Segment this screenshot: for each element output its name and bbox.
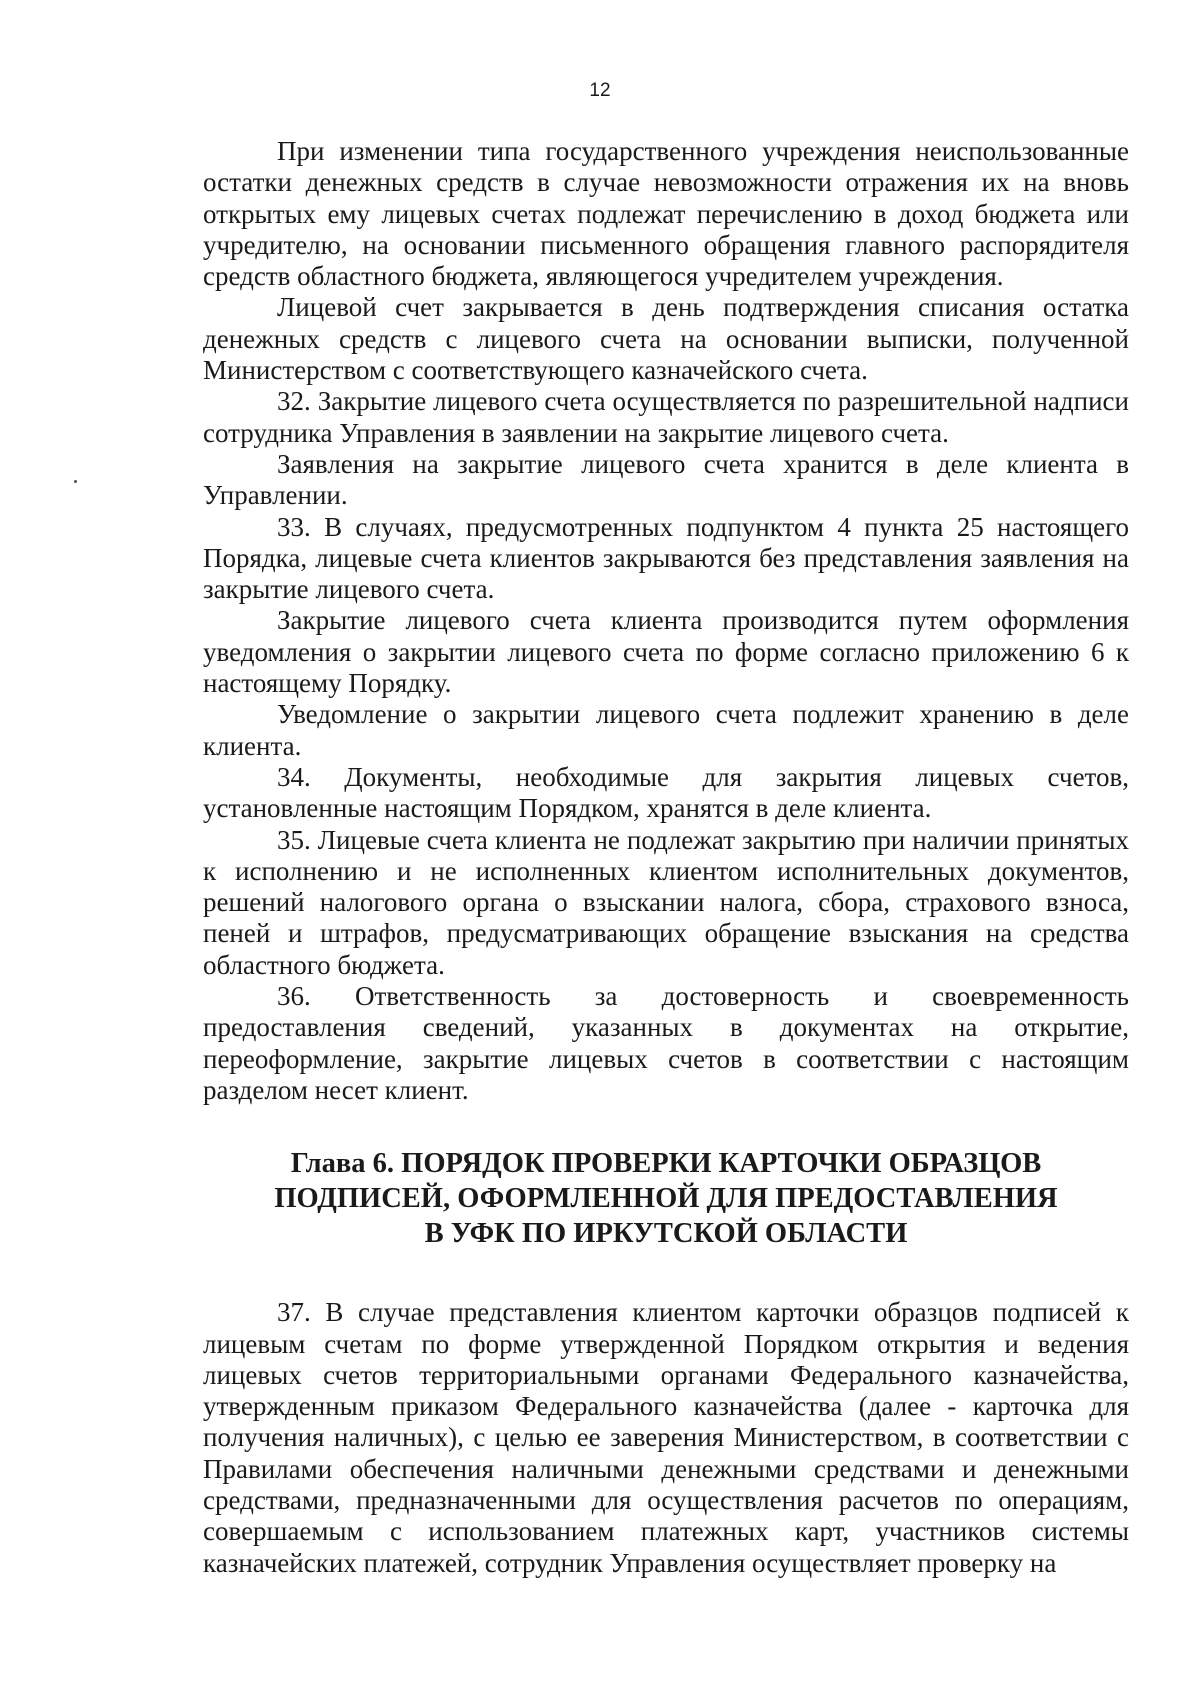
paragraph-closing-notice: Закрытие лицевого счета клиента производится путем оформления уведомления о закрытии лицевого счета по форме согласно приложению 6 к настоящему Порядку. [203, 605, 1129, 699]
paragraph-item-35: 35. Лицевые счета клиента не подлежат закрытию при наличии принятых к исполнению и не исполненных клиентом исполнительных документов, решений налогового органа о взыскании налога, сбора, страхового взноса, пеней и штрафов, предусматривающих обращение взыскания на средства областного бюджета. [203, 824, 1129, 980]
paragraph-item-37: 37. В случае представления клиентом карточки образцов подписей к лицевым счетам по форме утвержденной Порядком открытия и ведения лицевых счетов территориальными органами Федерального казначейства, утвержденным приказом Федерального казначейства (далее - карточка для получения наличных), с целью ее заверения Министерством, в соответствии с Правилами обеспечения наличными денежными средствами и денежными средствами, предназначенными для осуществления расчетов по операциям, совершаемым с использованием платежных карт, участников системы казначейских платежей, сотрудник Управления осуществляет проверку на [203, 1297, 1129, 1578]
paragraph-item-33: 33. В случаях, предусмотренных подпунктом 4 пункта 25 настоящего Порядка, лицевые счета клиентов закрываются без представления заявления на закрытие лицевого счета. [203, 511, 1129, 605]
chapter-heading-line-3: В УФК ПО ИРКУТСКОЙ ОБЛАСТИ [424, 1218, 908, 1250]
scan-speck [74, 480, 77, 483]
paragraph-item-34: 34. Документы, необходимые для закрытия лицевых счетов, установленные настоящим Порядком, хранятся в деле клиента. [203, 761, 1129, 824]
paragraph-type-change: При изменении типа государственного учреждения неиспользованные остатки денежных средств в случае невозможности отражения их на вновь открытых ему лицевых счетах подлежат перечислению в доход бюджета или учредителю, на основании письменного обращения главного распорядителя средств областного бюджета, являющегося учредителем учреждения. [203, 136, 1129, 292]
chapter-heading-line-1: Глава 6. ПОРЯДОК ПРОВЕРКИ КАРТОЧКИ ОБРАЗЦОВ [290, 1148, 1042, 1180]
paragraph-application-storage: Заявления на закрытие лицевого счета хранится в деле клиента в Управлении. [203, 448, 1129, 511]
paragraph-item-32: 32. Закрытие лицевого счета осуществляется по разрешительной надписи сотрудника Управления в заявлении на закрытие лицевого счета. [203, 386, 1129, 448]
page-number: 12 [589, 80, 611, 101]
paragraph-notice-storage: Уведомление о закрытии лицевого счета подлежит хранению в деле клиента. [203, 699, 1129, 761]
chapter-heading [203, 1146, 1129, 1251]
chapter-heading-line-2: ПОДПИСЕЙ, ОФОРМЛЕННОЙ ДЛЯ ПРЕДОСТАВЛЕНИЯ [274, 1183, 1058, 1215]
paragraph-item-36: 36. Ответственность за достоверность и своевременность предоставления сведений, указанных в документах на открытие, переоформление, закрытие лицевых счетов в соответствии с настоящим разделом несет клиент. [203, 981, 1129, 1105]
paragraph-account-closing-day: Лицевой счет закрывается в день подтверждения списания остатка денежных средств с лицевого счета на основании выписки, полученной Министерством с соответствующего казначейского счета. [203, 292, 1129, 386]
document-body [203, 136, 1129, 1579]
